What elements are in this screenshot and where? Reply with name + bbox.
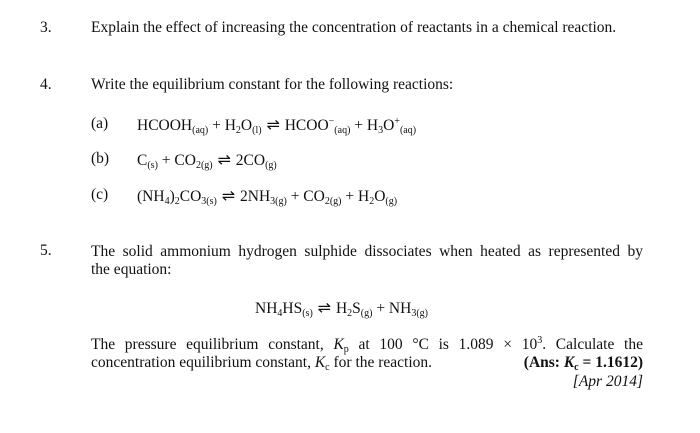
question-number-5: 5.: [40, 242, 52, 259]
part-a-label: (a): [91, 115, 109, 132]
equation-5: $NH_4HS_{(s)}$ ⇌ $H_2S_{(g)} + NH_{3(g)}$: [255, 298, 428, 319]
equation-b: $C_{(s)} + CO_{2(g)}$ ⇌ $2CO_{(g)}$: [137, 150, 277, 171]
question-5-text-line1: The solid ammonium hydrogen sulphide dissociates when heated as represented by: [91, 243, 643, 260]
answer-label: (Ans: $K_c = 1.1612$): [523, 354, 643, 373]
question-4-text: Write the equilibrium constant for the following reactions:: [91, 76, 454, 93]
question-5-text-line2: the equation:: [91, 261, 172, 278]
source-reference: [Apr 2014]: [572, 373, 643, 390]
question-5-body-line2: concentration equilibrium constant, $K_c$ for the reaction.: [91, 354, 433, 373]
question-number-3: 3.: [40, 19, 52, 36]
part-c-label: (c): [91, 186, 109, 203]
question-5-body-line1: The pressure equilibrium constant, $K_p$ at 100 °C is $1.089 \times 10^3$. Calculate the: [91, 335, 643, 355]
question-3-text: Explain the effect of increasing the concentration of reactants in a chemical reaction.: [91, 19, 617, 36]
equation-a: $HCOOH_{(aq)} + H_2O_{(l)}$ ⇌ $HCOO^-_{(aq)} + H_3O^+_{(aq)}$: [137, 115, 417, 136]
equation-c: $(NH_4)_2CO_{3(s)}$ ⇌ $2NH_{3(g)} + CO_{2(g)} + H_2O_{(g)}$: [137, 186, 398, 207]
part-b-label: (b): [91, 150, 110, 167]
question-number-4: 4.: [40, 76, 52, 93]
